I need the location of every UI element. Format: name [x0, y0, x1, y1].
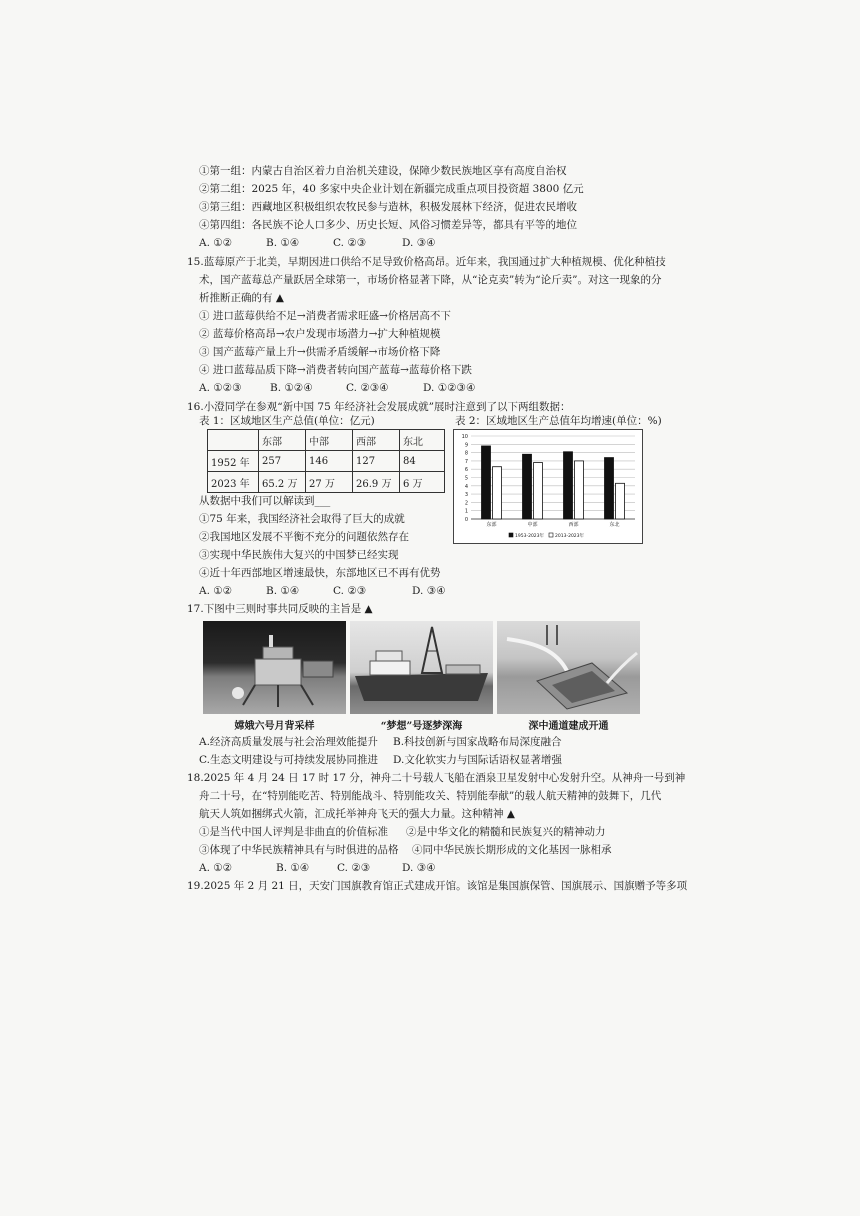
q15-option-c: C. ②③④ [346, 382, 389, 394]
table-cell: 127 [353, 451, 400, 472]
y-tick-label: 5 [464, 475, 468, 482]
q14-option-d: D. ③④ [402, 237, 436, 249]
sea-bridge-photo [497, 621, 640, 714]
q14-item-2: ②第二组：2025 年，40 多家中央企业计划在新疆完成重点项目投资超 3800 亿元 [199, 183, 584, 195]
q15-stem-line-2: 术，国产蓝莓总产量跃居全球第一，市场价格显著下降，从“论克卖”转为“论斤卖”。对这一现象的分 [199, 274, 662, 286]
q14-option-a: A. ①② [199, 237, 233, 249]
q15-option-a: A. ①②③ [199, 382, 242, 394]
table-cell: 27 万 [306, 472, 353, 493]
q15-stem-line-3: 析推断正确的有 ▲ [199, 292, 284, 304]
table-cell: 65.2 万 [259, 472, 306, 493]
y-tick-label: 1 [464, 508, 468, 515]
table-cell: 6 万 [400, 472, 445, 493]
q18-stem-line-3: 航天人筑如捆绑式火箭，汇成托举神舟飞天的强大力量。这种精神 ▲ [199, 808, 515, 820]
q16-option-b: B. ①④ [266, 585, 300, 597]
photo-caption-shenzhong-link: 深中通道建成开通 [528, 721, 609, 732]
q16-option-a: A. ①② [199, 585, 233, 597]
q16-item-1: ①75 年来，我国经济社会取得了巨大的成就 [199, 513, 405, 525]
table-2-title: 表 2：区域地区生产总值年均增速(单位：%) [455, 415, 662, 427]
lunar-lander-image [203, 621, 346, 714]
bar-东部-1 [493, 467, 502, 519]
photo-caption-dream-ship: “梦想”号逐梦深海 [380, 721, 463, 732]
table-1-title: 表 1：区域地区生产总值(单位：亿元) [199, 415, 375, 427]
q14-option-b: B. ①④ [266, 237, 300, 249]
q17-option-c: C.生态文明建设与可持续发展协同推进 [199, 754, 378, 766]
q15-item-1: ① 进口蓝莓供给不足→消费者需求旺盛→价格居高不下 [199, 310, 451, 322]
table-row [208, 451, 445, 472]
y-tick-label: 8 [464, 450, 468, 457]
gdp-table [207, 429, 445, 493]
bar-东部-0 [482, 446, 491, 519]
q15-option-d: D. ①②③④ [423, 382, 476, 394]
y-tick-label: 4 [464, 483, 468, 490]
q18-option-b: B. ①④ [276, 862, 310, 874]
q15-option-b: B. ①②④ [270, 382, 313, 394]
q17-option-d: D.文化软实力与国际话语权显著增强 [393, 754, 562, 766]
q14-item-4: ④第四组：各民族不论人口多少、历史长短、风俗习惯差异等，都具有平等的地位 [199, 219, 577, 231]
photo-caption-chang-e-6: 嫦娥六号月背采样 [234, 721, 315, 732]
y-tick-label: 10 [461, 434, 468, 440]
q18-option-d: D. ③④ [402, 862, 436, 874]
bar-西部-0 [564, 452, 573, 519]
table-cell: 1952 年 [208, 451, 259, 472]
q16-item-4: ④近十年西部地区增速最快，东部地区已不再有优势 [199, 567, 441, 579]
legend-label: 2013-2023年 [555, 534, 585, 539]
q18-item-3: ③体现了中华民族精神具有与时俱进的品格 [199, 844, 399, 856]
table-header-cell: 中部 [306, 430, 353, 451]
table-cell: 257 [259, 451, 306, 472]
q16-option-c: C. ②③ [333, 585, 367, 597]
q14-option-c: C. ②③ [333, 237, 367, 249]
legend-label: 1953-2023年 [515, 534, 545, 539]
table-cell: 26.9 万 [353, 472, 400, 493]
x-tick-label: 东北 [609, 522, 620, 528]
legend-swatch [549, 533, 553, 537]
growth-rate-chart [453, 429, 643, 544]
q18-option-c: C. ②③ [337, 862, 371, 874]
sea-bridge-image [497, 621, 640, 714]
y-tick-label: 7 [464, 458, 468, 465]
q16-stem: 16.小澄同学在参观“新中国 75 年经济社会发展成就”展时注意到了以下两组数据： [187, 401, 571, 413]
table-cell: 2023 年 [208, 472, 259, 493]
y-tick-label: 2 [464, 500, 468, 507]
y-tick-label: 0 [464, 517, 468, 523]
table-header-cell: 西部 [353, 430, 400, 451]
q16-item-3: ③实现中华民族伟大复兴的中国梦已经实现 [199, 549, 399, 561]
drilling-ship-photo [350, 621, 493, 714]
q15-item-3: ③ 国产蓝莓产量上升→供需矛盾缓解→市场价格下降 [199, 346, 441, 358]
q18-item-1: ①是当代中国人评判是非曲直的价值标准 [199, 826, 388, 838]
q15-item-4: ④ 进口蓝莓品质下降→消费者转向国产蓝莓→蓝莓价格下跌 [199, 364, 472, 376]
table-cell: 84 [400, 451, 445, 472]
q18-item-2: ②是中华文化的精髓和民族复兴的精神动力 [406, 826, 606, 838]
legend-swatch [509, 533, 513, 537]
q19-stem: 19.2025 年 2 月 21 日，天安门国旗教育馆正式建成开馆。该馆是集国旗保管、国旗展示、国旗赠予等多项 [187, 880, 688, 892]
bar-中部-0 [523, 454, 532, 519]
lunar-lander-photo [203, 621, 346, 714]
q18-stem-line-2: 舟二十号，在“特别能吃苦、特别能战斗、特别能攻关、特别能奉献”的载人航天精神的鼓舞下，几代 [199, 790, 662, 802]
q14-item-1: ①第一组：内蒙古自治区着力自治机关建设，保障少数民族地区享有高度自治权 [199, 165, 567, 177]
q18-item-4: ④同中华民族长期形成的文化基因一脉相承 [412, 844, 612, 856]
q14-item-3: ③第三组：西藏地区积极组织农牧民参与造林，积极发展林下经济，促进农民增收 [199, 201, 577, 213]
table-row [208, 472, 445, 493]
q18-option-a: A. ①② [199, 862, 233, 874]
x-tick-label: 中部 [527, 522, 538, 528]
table-header-cell: 东部 [259, 430, 306, 451]
bar-东北-1 [616, 483, 625, 519]
table-header-cell: 东北 [400, 430, 445, 451]
q15-item-2: ② 蓝莓价格高昂→农户发现市场潜力→扩大种植规模 [199, 328, 441, 340]
q16-item-2: ②我国地区发展不平衡不充分的问题依然存在 [199, 531, 409, 543]
y-tick-label: 6 [464, 467, 468, 474]
q16-option-d: D. ③④ [412, 585, 446, 597]
y-tick-label: 3 [464, 492, 468, 499]
table-row [208, 430, 445, 451]
bar-西部-1 [575, 461, 584, 519]
bar-东北-0 [605, 458, 614, 519]
x-tick-label: 西部 [568, 522, 579, 528]
q15-stem-line-1: 15.蓝莓原产于北美，早期因进口供给不足导致价格高昂。近年来，我国通过扩大种植规模、优化种植技 [187, 256, 666, 268]
q17-stem: 17.下图中三则时事共同反映的主旨是 ▲ [187, 603, 373, 615]
drilling-ship-image [350, 621, 493, 714]
table-cell: 146 [306, 451, 353, 472]
q18-stem-line-1: 18.2025 年 4 月 24 日 17 时 17 分，神舟二十号载人飞船在酒泉卫星发射中心发射升空。从神舟一号到神 [187, 772, 686, 784]
q16-lead: 从数据中我们可以解读到___ [199, 495, 331, 507]
y-tick-label: 9 [464, 442, 468, 449]
table-header-cell [208, 430, 259, 451]
x-tick-label: 东部 [486, 522, 497, 528]
bar-中部-1 [534, 463, 543, 519]
q17-option-b: B.科技创新与国家战略布局深度融合 [393, 736, 562, 748]
q17-option-a: A.经济高质量发展与社会治理效能提升 [199, 736, 378, 748]
